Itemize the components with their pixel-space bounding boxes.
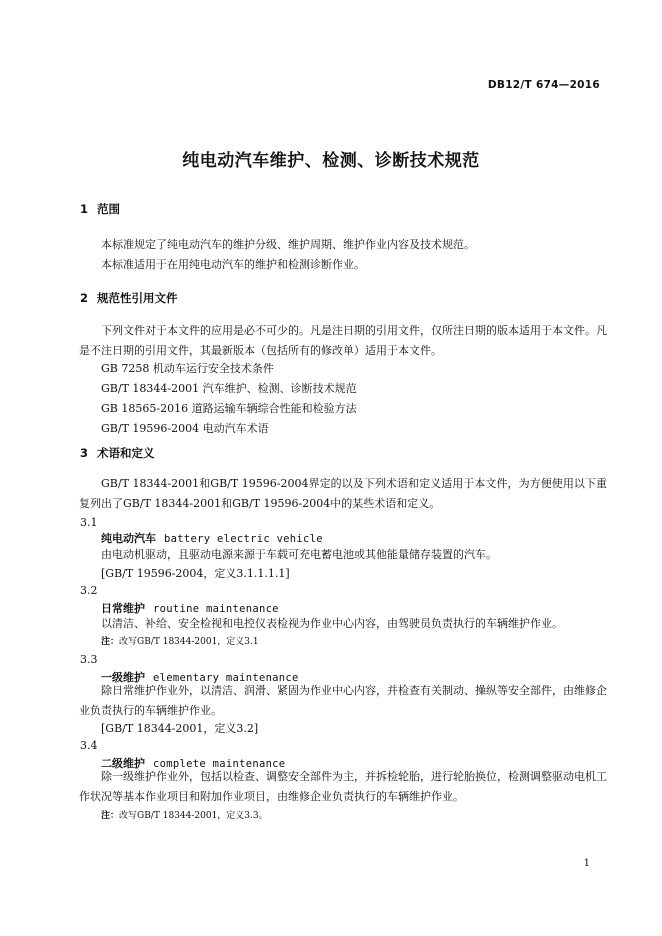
section-number: 2 [80, 291, 89, 305]
section-2-intro: 下列文件对于本文件的应用是必不可少的。凡是注日期的引用文件，仅所注日期的版本适用于本文件。凡是不注日期的引用文件，其最新版本（包括所有的修改单）适用于本文件。 [79, 324, 607, 357]
section-title: 规范性引用文件 [97, 291, 178, 305]
page-number: 1 [583, 858, 590, 869]
standard-code: DB12/T 674—2016 [487, 79, 600, 91]
term-zh: 一级维护 [101, 671, 145, 684]
term-number: 3.1 [80, 516, 98, 529]
term-definition: 以清洁、补给、安全检视和电控仪表检视为作业中心内容，由驾驶员负责执行的车辆维护作业。 [101, 617, 563, 630]
term-en: routine maintenance [153, 603, 279, 615]
term-heading [101, 600, 279, 616]
section-1-paragraph: 本标准规定了纯电动汽车的维护分级、维护周期、维护作业内容及技术规范。 [101, 238, 475, 251]
term-source: [GB/T 18344-2001，定义3.2] [101, 722, 259, 735]
term-definition: 除日常维护作业外，以清洁、润滑、紧固为作业中心内容，并检查有关制动、操纵等安全部件，由维修企业负责执行的车辆维护作业。 [79, 684, 607, 717]
reference-item: GB/T 19596-2004 电动汽车术语 [101, 422, 269, 435]
term-definition: 除一级维护作业外，包括以检查、调整安全部件为主，并拆检轮胎，进行轮胎换位，检测调整驱动电机工作状况等基本作业项目和附加作业项目，由维修企业负责执行的车辆维护作业。 [79, 770, 607, 803]
note-label: 注： [101, 637, 120, 647]
section-3-intro: GB/T 18344-2001和GB/T 19596-2004界定的以及下列术语和定义适用于本文件，为方便使用以下重复列出了GB/T 18344-2001和GB/T 19596-2004中的某些术语和定义。 [79, 477, 607, 510]
term-zh: 纯电动汽车 [101, 532, 156, 545]
note-label: 注： [101, 811, 120, 821]
term-number: 3.3 [80, 653, 98, 666]
term-definition: 由电动机驱动，且驱动电源来源于车载可充电蓄电池或其他能量储存装置的汽车。 [101, 548, 497, 561]
term-zh: 日常维护 [101, 602, 145, 615]
note-text: 改写GB/T 18344-2001，定义3.1 [119, 637, 259, 647]
section-title: 范围 [97, 202, 120, 216]
term-heading [101, 530, 323, 546]
section-number: 1 [80, 202, 89, 216]
section-3-heading [80, 445, 155, 461]
note-text: 改写GB/T 18344-2001，定义3.3。 [119, 811, 268, 821]
term-en: battery electric vehicle [164, 533, 323, 545]
section-title: 术语和定义 [97, 446, 155, 460]
section-2-heading [80, 290, 178, 306]
term-source: [GB/T 19596-2004，定义3.1.1.1.1] [101, 567, 290, 580]
term-note [101, 634, 259, 647]
reference-item: GB 18565-2016 道路运输车辆综合性能和检验方法 [101, 402, 357, 415]
document-title: 纯电动汽车维护、检测、诊断技术规范 [182, 151, 480, 171]
reference-item: GB/T 18344-2001 汽车维护、检测、诊断技术规范 [101, 382, 357, 395]
section-number: 3 [80, 446, 89, 460]
term-note [101, 808, 268, 821]
reference-item: GB 7258 机动车运行安全技术条件 [101, 362, 274, 375]
section-1-paragraph: 本标准适用于在用纯电动汽车的维护和检测诊断作业。 [101, 258, 365, 271]
section-1-heading [80, 201, 120, 217]
term-zh: 二级维护 [101, 757, 145, 770]
term-en: elementary maintenance [153, 672, 299, 684]
term-number: 3.2 [80, 584, 98, 597]
term-en: complete maintenance [153, 758, 286, 770]
term-number: 3.4 [80, 739, 98, 752]
